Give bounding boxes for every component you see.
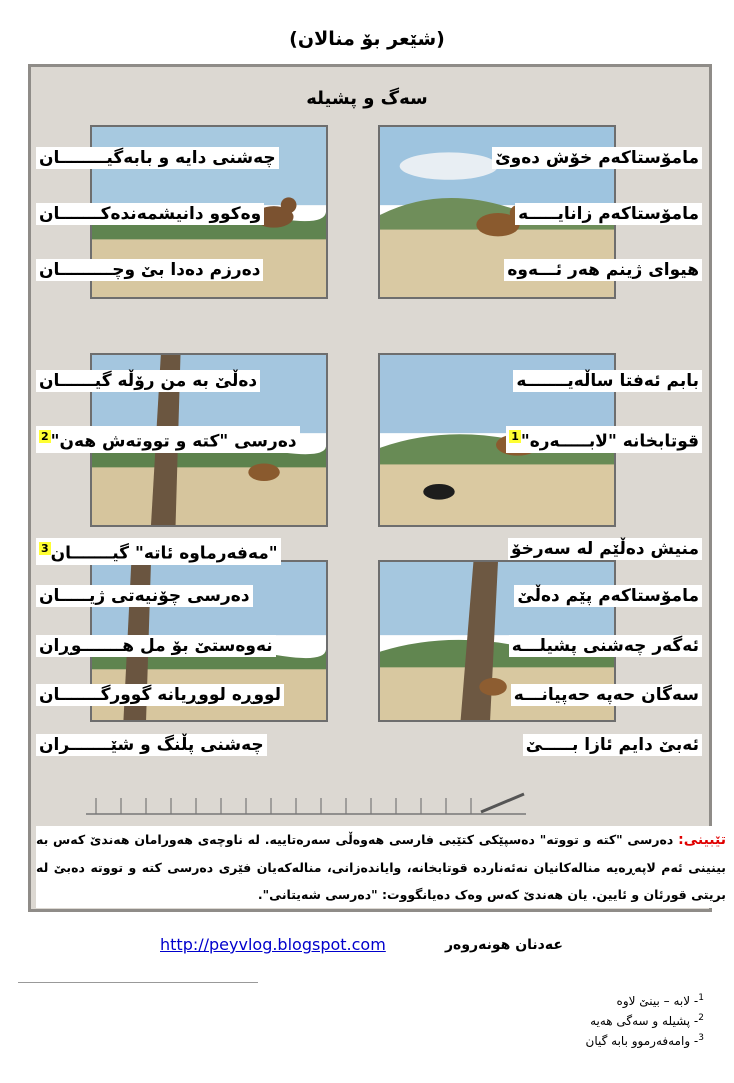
poem-line-9-left: لووڕە لووڕیانە گوورگـــــــان — [36, 684, 284, 706]
poem-line-7-right: مامۆستاکەم پێم دەڵێ — [514, 585, 702, 607]
footnote-ref-1: 1 — [511, 430, 519, 443]
page-title: (شێعر بۆ منالان) — [289, 28, 445, 50]
poem-line-9-right: سەگان حەپە حەپیانـــە — [511, 684, 702, 706]
poem-title: سەگ و پشیلە — [306, 88, 428, 109]
note-text: دەرسی "کتە و تووتە" دەسپێکی کتێبی فارسی هەوەڵی سەرەتاییە. لە ناوچەی هەورامان هەندێ کەس بە بینینی ئەم لاپەڕەیە منالەکانیان نەئەناردە قوتابخانە، وایاندەزانی، منالەکەیان فێری دەرسی کتە و تووتە دەبێ لە بریتی قورئان و ئایین. یان هەندێ کەس وەک دەیانگووت: "دەرسی شەیتانی". — [36, 832, 726, 902]
footnote-ref-2: 2 — [41, 430, 49, 443]
footnote-1: $^1$- لابە – بینێ لاوە — [616, 993, 704, 1008]
poem-line-6-left — [36, 538, 281, 565]
footnote-ref-3: 3 — [41, 542, 49, 555]
ruler-decoration — [86, 790, 526, 818]
poem-line-6-left-text: "مەفەرماوە ئاتە" گیـــــــان — [50, 543, 278, 564]
poem-line-2-left: وەکوو دانیشمەندەکـــــــان — [36, 203, 264, 225]
poem-line-3-right: هیوای ژینم هەر ئـــەوە — [504, 259, 702, 281]
poem-line-8-right: ئەگەر چەشنی پشیلـــە — [509, 635, 702, 657]
footnote-2: $^2$- پشیلە و سەگی هەیە — [590, 1013, 704, 1028]
poem-line-5-left-text: دەرسی "کتە و تووتەش هەن" — [50, 431, 297, 452]
poem-line-10-right: ئەبێ دایم ئازا بـــــێ — [523, 734, 702, 756]
poem-line-1-right: مامۆستاکەم خۆش دەوێ — [492, 147, 702, 169]
poem-line-2-right: مامۆستاکەم زانایـــــە — [515, 203, 702, 225]
footnote-divider — [18, 982, 258, 983]
footnote-3: $^3$- وامەفەرموو بابە گیان — [585, 1033, 704, 1048]
poem-line-4-right: بابم ئەفتا ساڵەیـــــــە — [513, 370, 702, 392]
note-label: تێبینی: — [678, 832, 726, 848]
footnotes — [586, 990, 704, 1050]
note-paragraph — [36, 826, 726, 908]
poem-line-6-right: منیش دەڵێم لە سەرخۆ — [508, 538, 702, 560]
poem-line-3-left: دەرزم دەدا بێ وچـــــــــان — [36, 259, 263, 281]
poem-line-4-left: دەڵێ بە من رۆڵە گیــــــان — [36, 370, 260, 392]
poem-line-8-left: نەوەستێ بۆ مل هـــــــوڕان — [36, 635, 276, 657]
poem-line-7-left: دەرسی چۆنیەتی ژیـــــان — [36, 585, 253, 607]
poem-line-5-right-text: قوتابخانە "لابـــــەرە" — [520, 431, 699, 452]
poem-line-1-left: چەشنی دایە و بابەگیــــــــان — [36, 147, 279, 169]
poem-line-10-left: چەشنی پڵنگ و شێـــــــران — [36, 734, 267, 756]
author-name: عەدنان هونەروەر — [445, 937, 563, 953]
poem-line-5-left — [36, 426, 300, 453]
poem-line-5-right — [506, 426, 702, 453]
blog-link[interactable]: http://peyvlog.blogspot.com — [160, 935, 386, 954]
